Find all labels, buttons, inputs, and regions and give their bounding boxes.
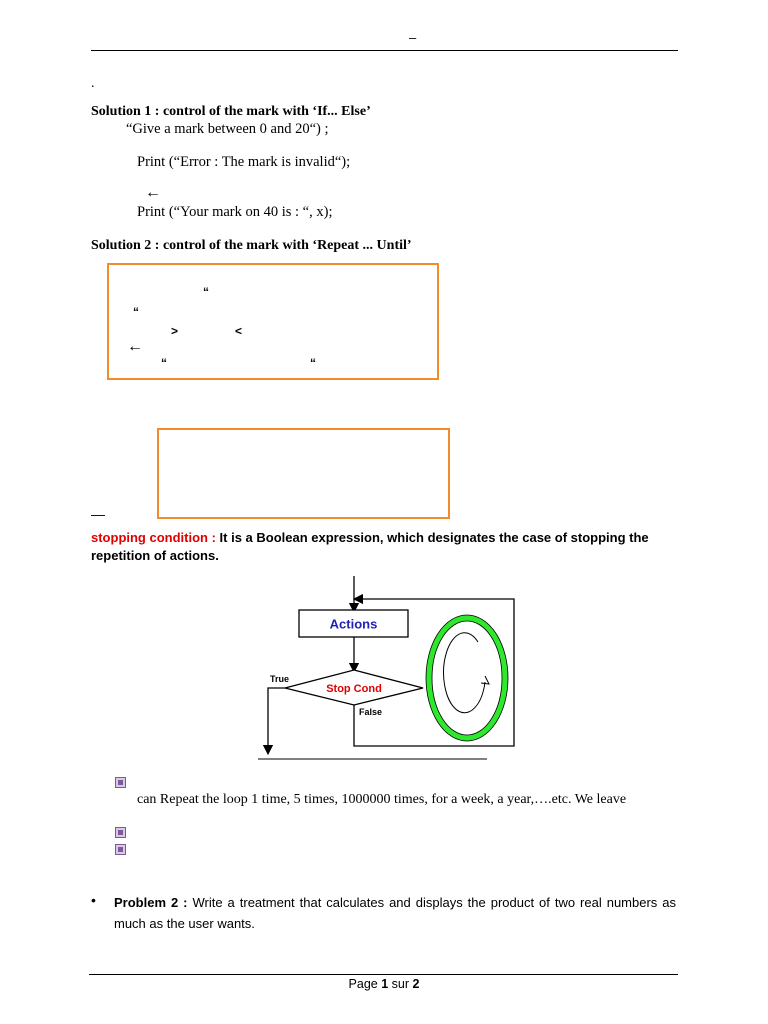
page-prefix: Page bbox=[348, 977, 382, 991]
header-mark: – bbox=[409, 30, 417, 45]
stray-dot: . bbox=[91, 76, 95, 91]
footer-rule bbox=[89, 974, 678, 975]
square-bullet-icon bbox=[115, 777, 126, 788]
page-total: 2 bbox=[412, 977, 420, 991]
quote-mark: “ bbox=[310, 356, 316, 370]
stopping-condition-label: stopping condition : bbox=[91, 530, 216, 545]
algorithm-box-2 bbox=[157, 428, 450, 519]
solution1-line3: Print (“Your mark on 40 is : “, x); bbox=[137, 204, 333, 220]
loop-repeat-note: can Repeat the loop 1 time, 5 times, 1000000 times, for a week, a year,….etc. We leave bbox=[137, 792, 627, 807]
repeat-until-flowchart bbox=[250, 572, 520, 767]
quote-mark: “ bbox=[161, 356, 167, 370]
page-number bbox=[0, 977, 768, 991]
assign-arrow-icon: ← bbox=[127, 338, 143, 355]
less-than-sign: < bbox=[235, 324, 243, 338]
problem2-label: Problem 2 : bbox=[114, 895, 188, 910]
solution1-title: Solution 1 : control of the mark with ‘If... Else’ bbox=[91, 104, 371, 119]
greater-than-sign: > bbox=[171, 324, 179, 338]
solution1-line1: “Give a mark between 0 and 20“) ; bbox=[126, 121, 329, 137]
actions-label: Actions bbox=[329, 616, 378, 632]
solution2-title: Solution 2 : control of the mark with ‘Repeat ... Until’ bbox=[91, 238, 412, 253]
true-exit-line bbox=[268, 688, 285, 750]
assign-arrow-icon: ← bbox=[145, 184, 161, 201]
quote-mark: “ bbox=[133, 305, 139, 319]
square-bullet-icon bbox=[115, 827, 126, 838]
page-current: 1 bbox=[381, 977, 389, 991]
loop-ring-inner bbox=[432, 621, 502, 735]
repeat-arrow-icon bbox=[444, 633, 485, 713]
bullet-dot: • bbox=[91, 892, 96, 908]
quote-mark: “ bbox=[203, 285, 209, 299]
loop-ring bbox=[429, 618, 505, 738]
square-bullet-icon bbox=[115, 844, 126, 855]
page-sur: sur bbox=[388, 977, 413, 991]
true-label: True bbox=[270, 674, 290, 684]
algorithm-box-1 bbox=[107, 263, 439, 380]
stopping-condition-text: It is a Boolean expression, which designates the case of stopping the repetition of actions. bbox=[91, 530, 649, 563]
dash-mark: — bbox=[91, 506, 105, 522]
header-rule bbox=[91, 50, 678, 51]
solution1-line2: Print (“Error : The mark is invalid“); bbox=[137, 154, 351, 170]
false-label: False bbox=[359, 707, 383, 717]
stop-cond-label: Stop Cond bbox=[326, 683, 382, 695]
problem2-paragraph bbox=[114, 892, 676, 934]
stopping-condition-paragraph bbox=[91, 529, 678, 565]
problem2-text: Write a treatment that calculates and displays the product of two real numbers as much as the user wants. bbox=[114, 895, 676, 931]
